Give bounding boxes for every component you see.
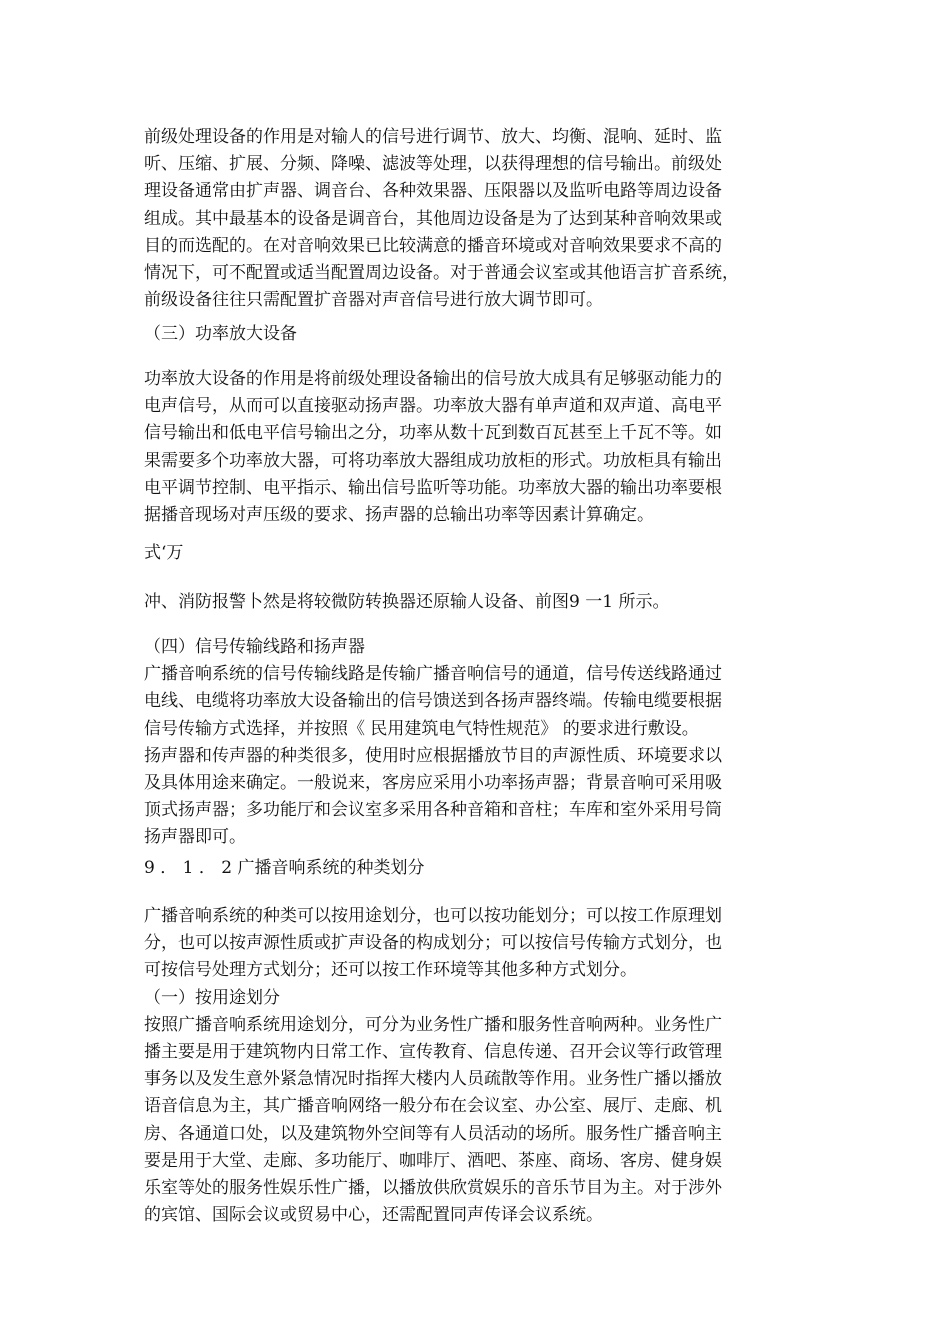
text-line: 扬声器即可。 (144, 827, 246, 848)
paragraph-power-amplifier (144, 366, 722, 529)
text-line: 电线、电缆将功率放大设备输出的信号馈送到各扬声器终端。传输电缆要根据 (144, 691, 722, 712)
text-line: 扬声器和传声器的种类很多，使用时应根据播放节目的声源性质、环境要求以 (144, 745, 722, 766)
text-line: 的宾馆、国际会议或贸易中心，还需配置同声传译会议系统。 (144, 1205, 603, 1226)
text-line: 可按信号处理方式划分；还可以按工作环境等其他多种方式划分。 (144, 960, 637, 981)
text-line: 果需要多个功率放大器，可将功率放大器组成功放柜的形式。功放柜具有输出 (144, 450, 722, 471)
heading-text: （四）信号传输线路和扬声器 (144, 637, 365, 657)
text-line: 乐室等处的服务性娱乐性广播，以播放供欣赏娱乐的音乐节目为主。对于涉外 (144, 1178, 722, 1199)
heading-text: （一）按用途划分 (144, 987, 280, 1008)
text-line: 房、各通道口处，以及建筑物外空间等有人员活动的场所。服务性广播音响主 (144, 1123, 722, 1144)
text-line: 分，也可以按声源性质或扩声设备的构成划分；可以按信号传输方式划分，也 (144, 933, 722, 954)
text-line: 信号传输方式选择，并按照《 民用建筑电气特性规范》 的要求进行敷设。 (144, 718, 699, 739)
text-line: 电声信号，从而可以直接驱动扬声器。功率放大器有单声道和双声道、高电平 (144, 396, 722, 417)
text-line: 听、压缩、扩展、分频、降噪、滤波等处理，以获得理想的信号输出。前级处 (144, 154, 722, 175)
heading-text: （三）功率放大设备 (144, 324, 297, 344)
text-line: 情况下，可不配置或适当配置周边设备。对于普通会议室或其他语言扩音系统， (144, 263, 739, 284)
text-line: 据播音现场对声压级的要求、扬声器的总输出功率等因素计算确定。 (144, 505, 654, 526)
text-line: 按照广播音响系统用途划分，可分为业务性广播和服务性音响两种。业务性广 (144, 1014, 722, 1035)
text-line: 事务以及发生意外紧急情况时指挥大楼内人员疏散等作用。业务性广播以播放 (144, 1069, 722, 1090)
text-line: 顶式扬声器；多功能厅和会议室多采用各种音箱和音柱；车库和室外采用号筒 (144, 800, 722, 821)
text-line: 式‘万 (144, 543, 184, 563)
text-line: 语音信息为主，其广播音响网络一般分布在会议室、办公室、展厅、走廊、机 (144, 1096, 722, 1117)
text-line: 目的而选配的。在对音响效果已比较满意的播音环境或对音响效果要求不高的 (144, 235, 722, 256)
text-line: 理设备通常由扩声器、调音台、各种效果器、压限器以及监听电路等周边设备 (144, 181, 722, 202)
fragment-line-2 (144, 589, 669, 616)
section-heading-power-amplifier (144, 321, 297, 348)
text-line: 要是用于大堂、走廊、多功能厅、咖啡厅、酒吧、茶座、商场、客房、健身娱 (144, 1150, 722, 1171)
fragment-line-1 (144, 540, 183, 567)
text-line: 前级处理设备的作用是对输人的信号进行调节、放大、均衡、混响、延时、监 (144, 127, 722, 147)
text-line: 组成。其中最基本的设备是调音台，其他周边设备是为了达到某种音响效果或 (144, 208, 722, 229)
section-signal-transmission (144, 634, 722, 852)
text-line: 播主要是用于建筑物内日常工作、宣传教育、信息传递、召开会议等行政管理 (144, 1042, 722, 1063)
section-heading-classification (144, 855, 424, 882)
text-line: 及具体用途来确定。一般说来，客房应采用小功率扬声器；背景音响可采用吸 (144, 773, 722, 794)
text-line: 功率放大设备的作用是将前级处理设备输出的信号放大成具有足够驱动能力的 (144, 369, 722, 389)
text-line: 电平调节控制、电平指示、输出信号监听等功能。功率放大器的输出功率要根 (144, 477, 722, 498)
text-line: 广播音响系统的种类可以按用途划分，也可以按功能划分；可以按工作原理划 (144, 906, 722, 926)
text-line: 前级设备往往只需配置扩音器对声音信号进行放大调节即可。 (144, 290, 603, 311)
text-line: 冲、消防报警卜然是将较微防转换器还原输人设备、前图9 一1 所示。 (144, 592, 670, 612)
text-line: 信号输出和低电平信号输出之分，功率从数十瓦到数百瓦甚至上千瓦不等。如 (144, 423, 722, 444)
paragraph-pre-processing (144, 124, 739, 314)
paragraph-classification (144, 903, 722, 1229)
heading-text: 9 ． 1 ． 2 广播音响系统的种类划分 (144, 858, 425, 878)
text-line: 广播音响系统的信号传输线路是传输广播音响信号的通道，信号传送线路通过 (144, 664, 722, 685)
